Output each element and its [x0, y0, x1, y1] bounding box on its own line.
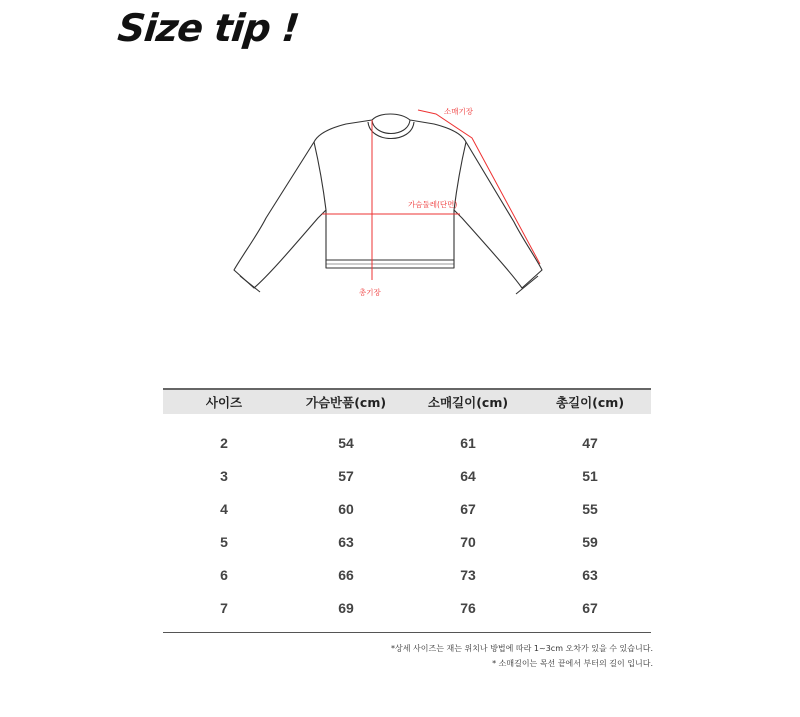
cell-length: 63 — [582, 566, 598, 583]
note-line: * 소매길이는 목선 끝에서 부터의 길이 입니다. — [492, 659, 653, 668]
cell-sleeve: 67 — [460, 500, 476, 517]
total-length-label: 총기장 — [359, 288, 381, 297]
cell-sleeve: 76 — [460, 599, 476, 616]
cell-sleeve: 73 — [460, 566, 476, 583]
sleeve-length-label: 소매기장 — [444, 107, 473, 116]
cell-length: 59 — [582, 533, 598, 550]
sweatshirt-illustration — [222, 98, 562, 308]
cell-length: 67 — [582, 599, 598, 616]
table-row — [163, 414, 651, 459]
note-line: *상세 사이즈는 재는 위치나 방법에 따라 1~3cm 오차가 있을 수 있습니다. — [391, 644, 653, 653]
header-sleeve: 소매길이(cm) — [427, 395, 509, 410]
cell-size: 5 — [220, 533, 228, 550]
page-title: Size tip ! — [115, 6, 301, 50]
cell-size: 6 — [220, 566, 228, 583]
table-header-row — [163, 389, 651, 414]
measure-lines — [322, 110, 540, 280]
cell-chest: 54 — [338, 434, 354, 451]
cell-length: 47 — [582, 434, 598, 451]
cell-chest: 57 — [338, 467, 354, 484]
sweatshirt-diagram — [222, 98, 562, 308]
chest-width-label: 가슴둘레(단면) — [408, 200, 458, 209]
header-size: 사이즈 — [205, 395, 243, 410]
table-row — [163, 492, 651, 525]
size-table — [163, 388, 651, 633]
cell-size: 4 — [220, 500, 228, 517]
cell-chest: 60 — [338, 500, 354, 517]
sweatshirt-outline — [234, 114, 542, 294]
table-row — [163, 558, 651, 591]
table-row — [163, 591, 651, 624]
cell-length: 51 — [582, 467, 598, 484]
cell-sleeve: 70 — [460, 533, 476, 550]
cell-length: 55 — [582, 500, 598, 517]
cell-chest: 66 — [338, 566, 354, 583]
cell-size: 3 — [220, 467, 228, 484]
header-length: 총길이(cm) — [555, 395, 625, 410]
cell-sleeve: 61 — [460, 434, 476, 451]
table-row — [163, 459, 651, 492]
cell-chest: 63 — [338, 533, 354, 550]
table-bottom-rule — [163, 632, 651, 633]
table-row — [163, 525, 651, 558]
cell-sleeve: 64 — [460, 467, 476, 484]
cell-size: 7 — [220, 599, 228, 616]
cell-chest: 69 — [338, 599, 354, 616]
cell-size: 2 — [220, 434, 228, 451]
size-notes — [391, 641, 653, 671]
header-chest: 가슴반품(cm) — [305, 395, 387, 410]
